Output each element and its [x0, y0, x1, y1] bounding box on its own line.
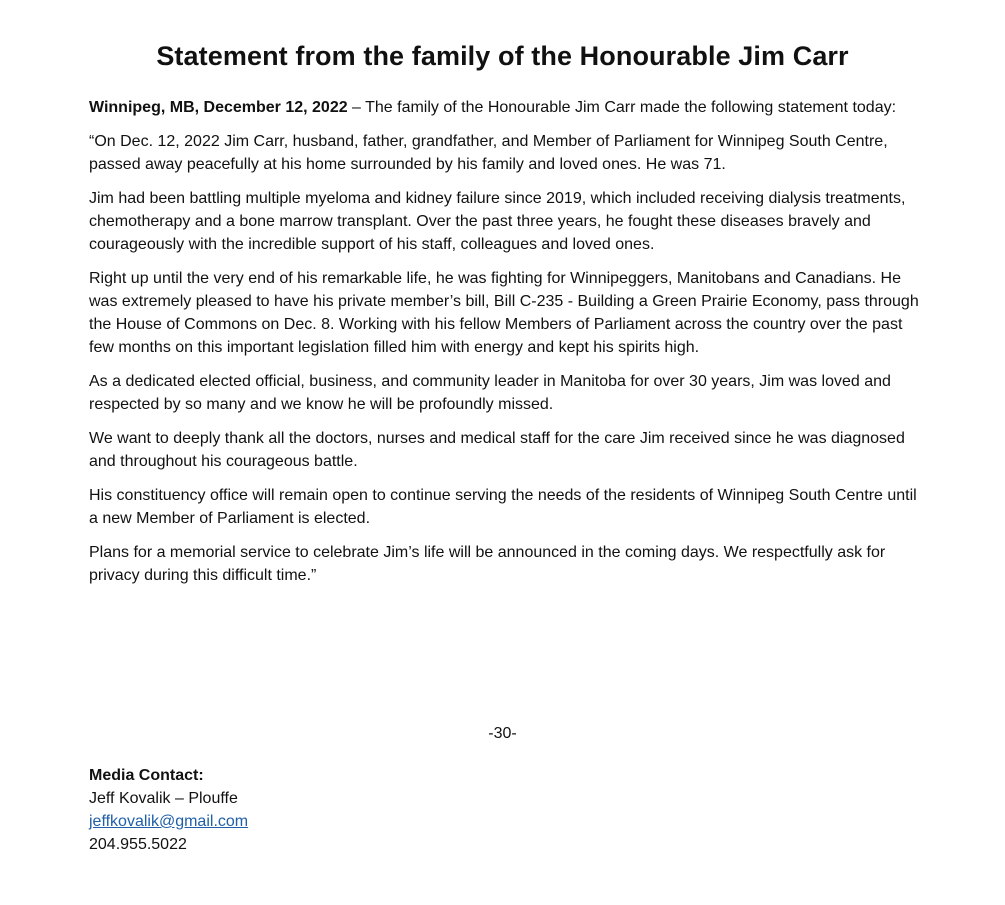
contact-name: Jeff Kovalik – Plouffe — [89, 790, 238, 807]
paragraph-leadership: As a dedicated elected official, business, and community leader in Manitoba for over 30 years, Jim was loved and respected by so many and we know he will be profoundly missed. — [89, 373, 891, 413]
contact-email-link[interactable]: jeffkovalik@gmail.com — [89, 813, 249, 830]
statement-title: Statement from the family of the Honourable Jim Carr — [156, 41, 849, 71]
paragraph-memorial: Plans for a memorial service to celebrate Jim’s life will be announced in the coming days. We respectfully ask for privacy during this difficult time.” — [89, 544, 886, 584]
paragraph-thanks: We want to deeply thank all the doctors, nurses and medical staff for the care Jim received since he was diagnosed and throughout his courageous battle. — [89, 430, 905, 470]
paragraph-illness: Jim had been battling multiple myeloma and kidney failure since 2019, which included receiving dialysis treatments, chemotherapy and a bone marrow transplant. Over the past three years, he fought these diseases bravely and courageously with the incredible support of his staff, colleagues and loved ones. — [89, 190, 906, 253]
contact-heading: Media Contact: — [89, 767, 204, 784]
paragraph-legacy: Right up until the very end of his remarkable life, he was fighting for Winnipeggers, Manitobans and Canadians. He was extremely pleased to have his private member’s bill, Bill C-235 - Building a Green Prairie Economy, pass through the House of Commons on Dec. 8. Working with his fellow Members of Parliament across the country over the past few months on this important legislation filled him with energy and kept his spirits high. — [89, 270, 919, 356]
intro-paragraph — [89, 96, 929, 119]
paragraph-announcement: “On Dec. 12, 2022 Jim Carr, husband, father, grandfather, and Member of Parliament for Winnipeg South Centre, passed away peacefully at his home surrounded by his family and loved ones. He was 71. — [89, 133, 888, 173]
media-contact — [89, 764, 248, 856]
dateline: Winnipeg, MB, December 12, 2022 — [89, 99, 348, 116]
contact-phone: 204.955.5022 — [89, 836, 187, 853]
intro-text: – The family of the Honourable Jim Carr made the following statement today: — [347, 99, 897, 116]
paragraph-office: His constituency office will remain open to continue serving the needs of the residents of Winnipeg South Centre until a new Member of Parliament is elected. — [89, 487, 917, 527]
statement-body — [89, 96, 929, 598]
end-mark: -30- — [488, 725, 517, 742]
